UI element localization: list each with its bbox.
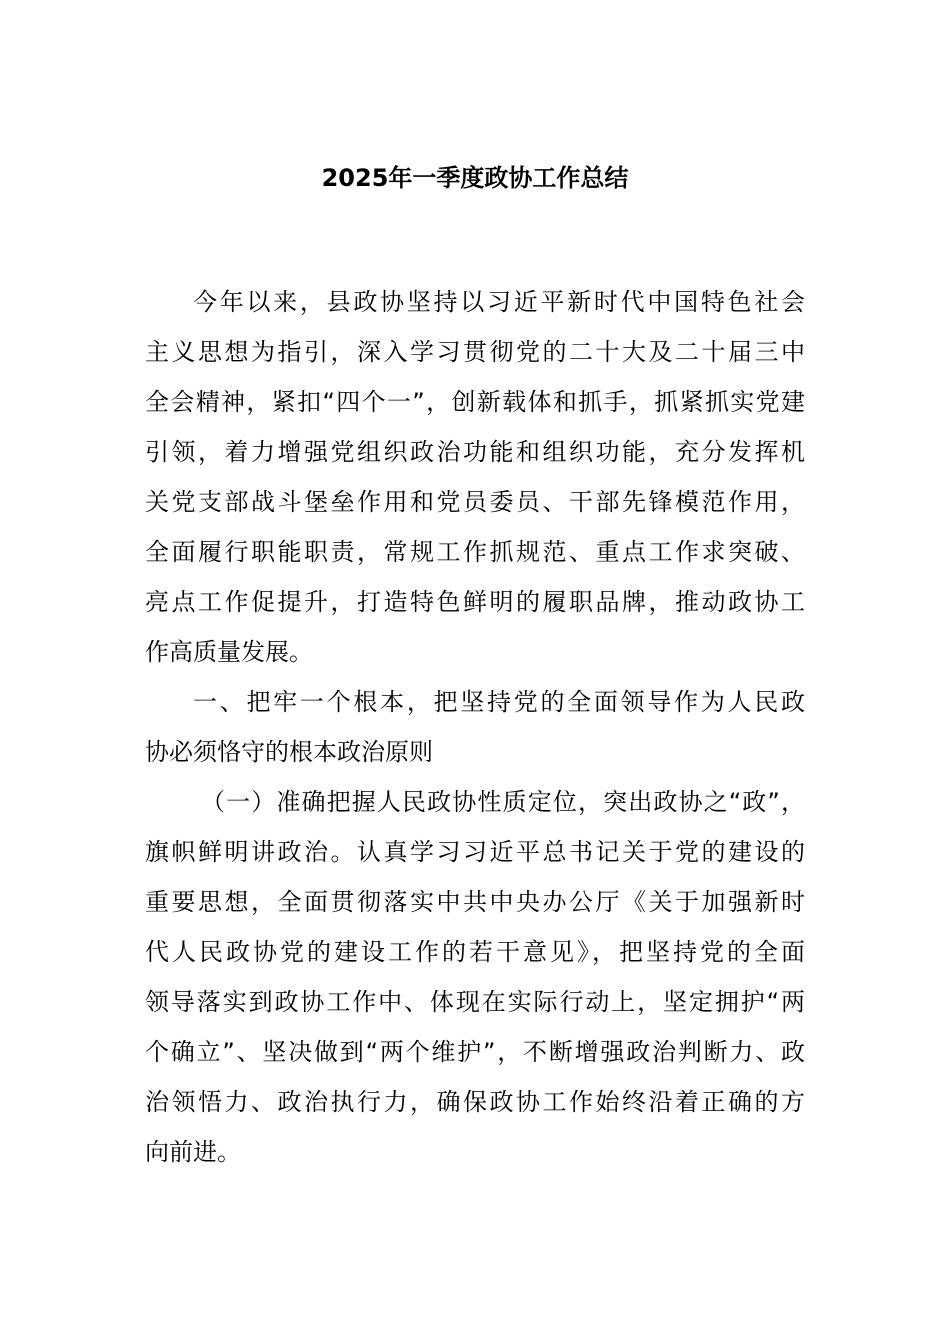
text-line: 全会精神，紧扣“四个一”，创新载体和抓手，抓紧抓实党建	[145, 388, 805, 416]
text-line: 主义思想为指引，深入学习贯彻党的二十大及二十届三中	[145, 338, 805, 366]
text-line: 旗帜鲜明讲政治。认真学习习近平总书记关于党的建设的	[145, 838, 805, 866]
text-line: 作高质量发展。	[145, 638, 313, 666]
text-line: 向前进。	[145, 1138, 241, 1166]
text-line: 协必须恪守的根本政治原则	[145, 738, 433, 766]
text-line: 引领，着力增强党组织政治功能和组织功能，充分发挥机	[145, 438, 805, 466]
text-line: 重要思想，全面贯彻落实中共中央办公厅《关于加强新时	[145, 888, 805, 916]
section-heading-1	[145, 677, 805, 777]
text-line: 个确立”、坚决做到“两个维护”，不断增强政治判断力、政	[145, 1038, 805, 1066]
text-line: 治领悟力、政治执行力，确保政协工作始终沿着正确的方	[145, 1088, 805, 1116]
text-line: 代人民政协党的建设工作的若干意见》，把坚持党的全面	[145, 938, 805, 966]
paragraph-subsection-1	[145, 777, 805, 1177]
text-line: （一）准确把握人民政协性质定位，突出政协之“政”，	[201, 788, 805, 816]
paragraph-intro	[145, 277, 805, 677]
document-body	[145, 277, 805, 1177]
text-line: 一、把牢一个根本，把坚持党的全面领导作为人民政	[193, 688, 805, 716]
text-line: 亮点工作促提升，打造特色鲜明的履职品牌，推动政协工	[145, 588, 805, 616]
text-line: 今年以来，县政协坚持以习近平新时代中国特色社会	[193, 288, 805, 316]
text-line: 领导落实到政协工作中、体现在实际行动上，坚定拥护“两	[145, 988, 805, 1016]
document-title: 2025年一季度政协工作总结	[321, 164, 629, 192]
text-line: 关党支部战斗堡垒作用和党员委员、干部先锋模范作用，	[145, 488, 805, 516]
text-line: 全面履行职能职责，常规工作抓规范、重点工作求突破、	[145, 538, 805, 566]
